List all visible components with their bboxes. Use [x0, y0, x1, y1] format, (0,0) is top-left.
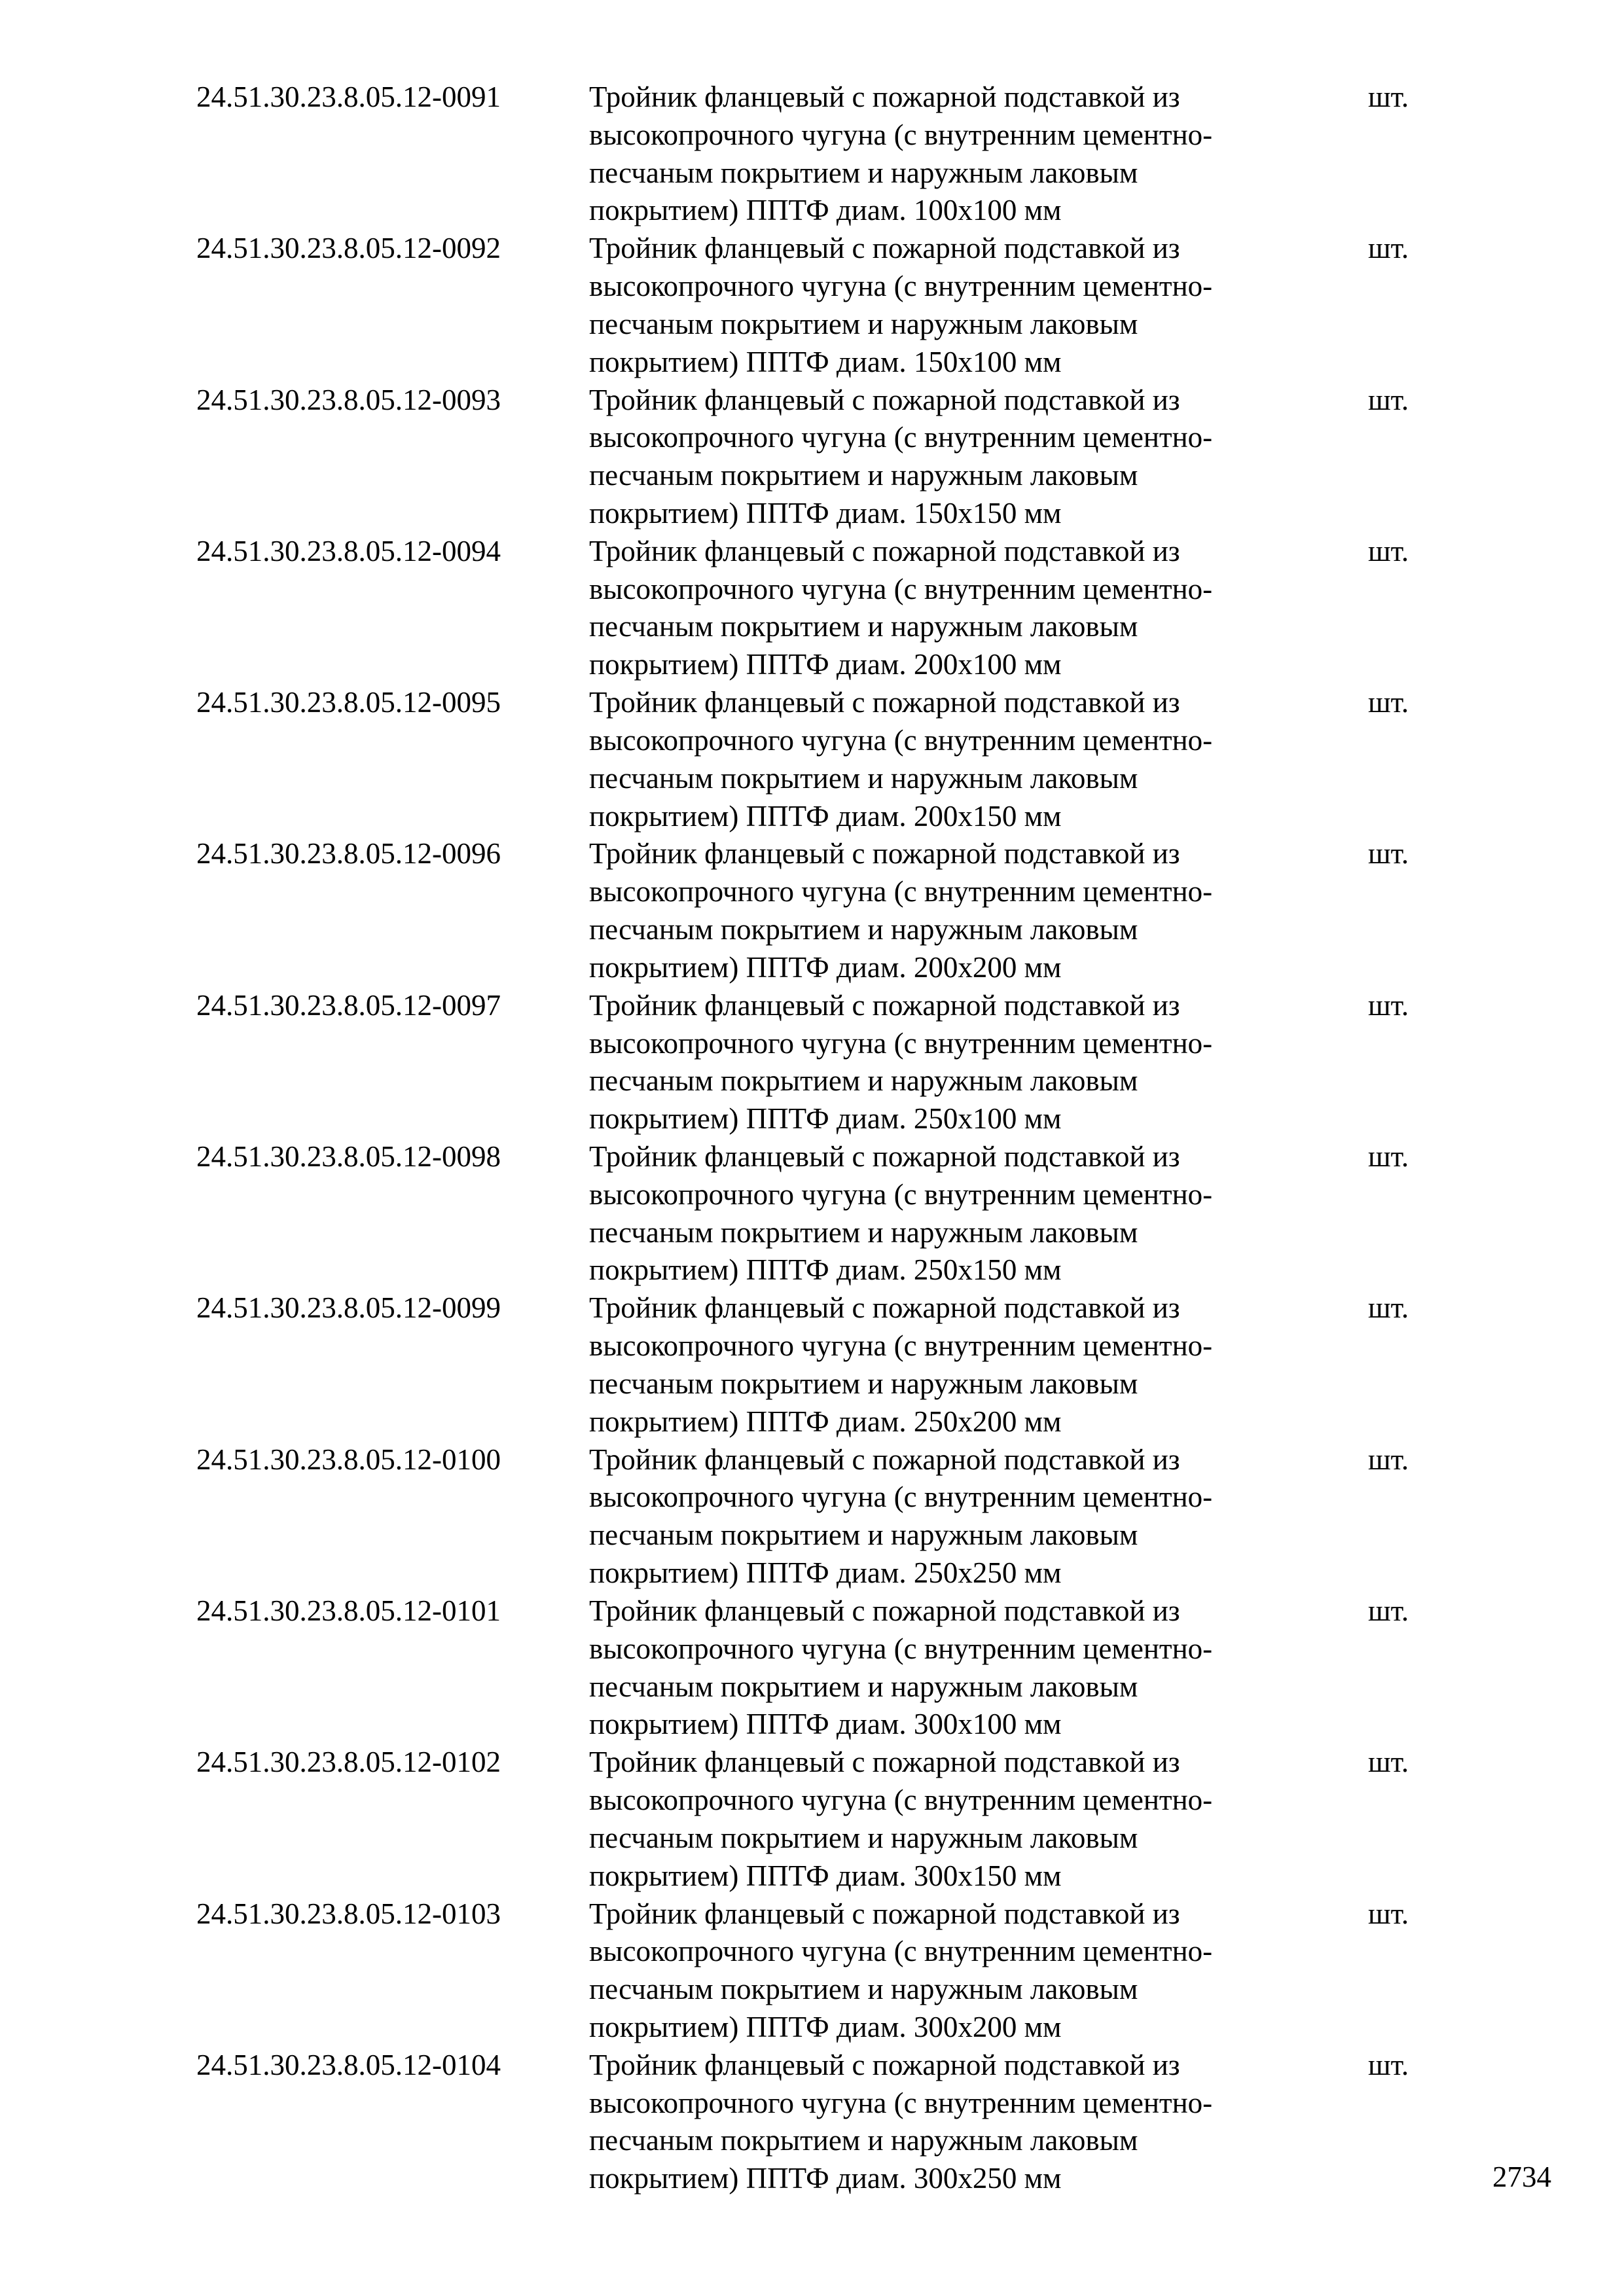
description-line: покрытием) ППТФ диам. 100х100 мм [589, 194, 1062, 227]
item-description [589, 684, 1368, 835]
description-line: Тройник фланцевый с пожарной подставкой из [589, 1594, 1180, 1627]
item-code: 24.51.30.23.8.05.12-0104 [196, 2048, 501, 2081]
item-description [589, 2047, 1368, 2198]
item-unit: шт. [1368, 988, 1409, 1022]
list-item [196, 1895, 1440, 2047]
item-code: 24.51.30.23.8.05.12-0094 [196, 534, 501, 567]
list-item [196, 79, 1440, 230]
list-item [196, 1441, 1440, 1592]
description-line: Тройник фланцевый с пожарной подставкой из [589, 232, 1180, 265]
item-unit: шт. [1368, 1140, 1409, 1174]
item-description [589, 382, 1368, 533]
description-line: Тройник фланцевый с пожарной подставкой из [589, 1291, 1180, 1325]
description-line: покрытием) ППТФ диам. 200х200 мм [589, 950, 1062, 984]
description-line: высокопрочного чугуна (с внутренним цементно- [589, 875, 1213, 908]
description-line: покрытием) ППТФ диам. 300х200 мм [589, 2010, 1062, 2043]
description-line: Тройник фланцевый с пожарной подставкой из [589, 383, 1180, 416]
item-code: 24.51.30.23.8.05.12-0096 [196, 837, 501, 870]
description-line: покрытием) ППТФ диам. 250х200 мм [589, 1405, 1062, 1438]
item-code: 24.51.30.23.8.05.12-0099 [196, 1291, 501, 1325]
list-item [196, 1138, 1440, 1289]
item-code: 24.51.30.23.8.05.12-0103 [196, 1897, 501, 1930]
description-line: покрытием) ППТФ диам. 250х150 мм [589, 1253, 1062, 1287]
description-line: Тройник фланцевый с пожарной подставкой из [589, 837, 1180, 870]
item-code: 24.51.30.23.8.05.12-0100 [196, 1443, 501, 1476]
page-number: 2734 [1492, 2161, 1551, 2193]
item-description [589, 1441, 1368, 1592]
description-line: Тройник фланцевый с пожарной подставкой из [589, 534, 1180, 567]
description-line: Тройник фланцевый с пожарной подставкой из [589, 1140, 1180, 1174]
description-line: покрытием) ППТФ диам. 200х100 мм [589, 648, 1062, 681]
description-line: песчаным покрытием и наружным лаковым [589, 1518, 1138, 1552]
description-line: песчаным покрытием и наружным лаковым [589, 913, 1138, 946]
item-code: 24.51.30.23.8.05.12-0093 [196, 383, 501, 416]
item-description [589, 1592, 1368, 1744]
description-line: песчаным покрытием и наружным лаковым [589, 761, 1138, 795]
item-description [589, 835, 1368, 986]
description-line: высокопрочного чугуна (с внутренним цементно- [589, 1784, 1213, 1817]
list-item [196, 230, 1440, 381]
item-unit: шт. [1368, 232, 1409, 265]
item-unit: шт. [1368, 81, 1409, 113]
list-item [196, 382, 1440, 533]
item-unit: шт. [1368, 1594, 1409, 1627]
description-line: Тройник фланцевый с пожарной подставкой из [589, 1897, 1180, 1930]
description-line: высокопрочного чугуна (с внутренним цементно- [589, 1026, 1213, 1060]
item-unit: шт. [1368, 534, 1409, 567]
list-item [196, 2047, 1440, 2198]
item-description [589, 1138, 1368, 1289]
item-description [589, 1895, 1368, 2047]
list-item [196, 835, 1440, 986]
item-unit: шт. [1368, 837, 1409, 870]
description-line: покрытием) ППТФ диам. 300х250 мм [589, 2162, 1062, 2195]
list-item [196, 1592, 1440, 1744]
description-line: Тройник фланцевый с пожарной подставкой из [589, 1443, 1180, 1476]
description-line: высокопрочного чугуна (с внутренним цементно- [589, 1935, 1213, 1968]
description-line: покрытием) ППТФ диам. 250х250 мм [589, 1556, 1062, 1590]
list-item [196, 684, 1440, 835]
description-line: высокопрочного чугуна (с внутренним цементно- [589, 1632, 1213, 1665]
item-unit: шт. [1368, 383, 1409, 416]
item-unit: шт. [1368, 1443, 1409, 1476]
description-line: песчаным покрытием и наружным лаковым [589, 1215, 1138, 1249]
item-description [589, 1744, 1368, 1895]
item-unit: шт. [1368, 1291, 1409, 1325]
description-line: высокопрочного чугуна (с внутренним цементно- [589, 1177, 1213, 1211]
description-line: покрытием) ППТФ диам. 150х100 мм [589, 345, 1062, 378]
description-line: песчаным покрытием и наружным лаковым [589, 2124, 1138, 2157]
list-item [196, 1289, 1440, 1441]
description-line: песчаным покрытием и наружным лаковым [589, 156, 1138, 189]
item-code: 24.51.30.23.8.05.12-0095 [196, 686, 501, 719]
item-code: 24.51.30.23.8.05.12-0092 [196, 232, 501, 265]
description-line: покрытием) ППТФ диам. 200х150 мм [589, 799, 1062, 833]
description-line: песчаным покрытием и наружным лаковым [589, 459, 1138, 492]
description-line: высокопрочного чугуна (с внутренним цементно- [589, 2086, 1213, 2119]
description-line: песчаным покрытием и наружным лаковым [589, 610, 1138, 643]
description-line: песчаным покрытием и наружным лаковым [589, 1821, 1138, 1854]
entry-list [196, 79, 1440, 2198]
description-line: Тройник фланцевый с пожарной подставкой из [589, 2048, 1180, 2081]
description-line: Тройник фланцевый с пожарной подставкой из [589, 686, 1180, 719]
description-line: высокопрочного чугуна (с внутренним цементно- [589, 421, 1213, 454]
description-line: песчаным покрытием и наружным лаковым [589, 1064, 1138, 1098]
item-description [589, 1289, 1368, 1441]
item-unit: шт. [1368, 1897, 1409, 1930]
description-line: высокопрочного чугуна (с внутренним цементно- [589, 723, 1213, 757]
item-code: 24.51.30.23.8.05.12-0101 [196, 1594, 501, 1627]
list-item [196, 533, 1440, 684]
item-description [589, 533, 1368, 684]
description-line: высокопрочного чугуна (с внутренним цементно- [589, 1480, 1213, 1514]
description-line: покрытием) ППТФ диам. 150х150 мм [589, 496, 1062, 529]
description-line: высокопрочного чугуна (с внутренним цементно- [589, 270, 1213, 303]
description-line: покрытием) ППТФ диам. 250х100 мм [589, 1102, 1062, 1136]
description-line: Тройник фланцевый с пожарной подставкой из [589, 81, 1180, 113]
description-line: высокопрочного чугуна (с внутренним цементно- [589, 118, 1213, 151]
description-line: высокопрочного чугуна (с внутренним цементно- [589, 1329, 1213, 1363]
item-description [589, 230, 1368, 381]
list-item [196, 987, 1440, 1138]
item-code: 24.51.30.23.8.05.12-0091 [196, 81, 501, 113]
item-unit: шт. [1368, 2048, 1409, 2081]
description-line: покрытием) ППТФ диам. 300х150 мм [589, 1859, 1062, 1892]
item-description [589, 987, 1368, 1138]
item-code: 24.51.30.23.8.05.12-0098 [196, 1140, 501, 1174]
list-item [196, 1744, 1440, 1895]
description-line: Тройник фланцевый с пожарной подставкой из [589, 988, 1180, 1022]
item-code: 24.51.30.23.8.05.12-0097 [196, 988, 501, 1022]
description-line: высокопрочного чугуна (с внутренним цементно- [589, 572, 1213, 605]
description-line: песчаным покрытием и наружным лаковым [589, 1973, 1138, 2006]
item-description [589, 79, 1368, 230]
item-unit: шт. [1368, 1746, 1409, 1779]
description-line: песчаным покрытием и наружным лаковым [589, 1367, 1138, 1400]
item-code: 24.51.30.23.8.05.12-0102 [196, 1746, 501, 1779]
description-line: Тройник фланцевый с пожарной подставкой из [589, 1746, 1180, 1779]
description-line: песчаным покрытием и наружным лаковым [589, 1670, 1138, 1703]
item-unit: шт. [1368, 686, 1409, 719]
description-line: покрытием) ППТФ диам. 300х100 мм [589, 1708, 1062, 1741]
description-line: песчаным покрытием и наружным лаковым [589, 307, 1138, 340]
